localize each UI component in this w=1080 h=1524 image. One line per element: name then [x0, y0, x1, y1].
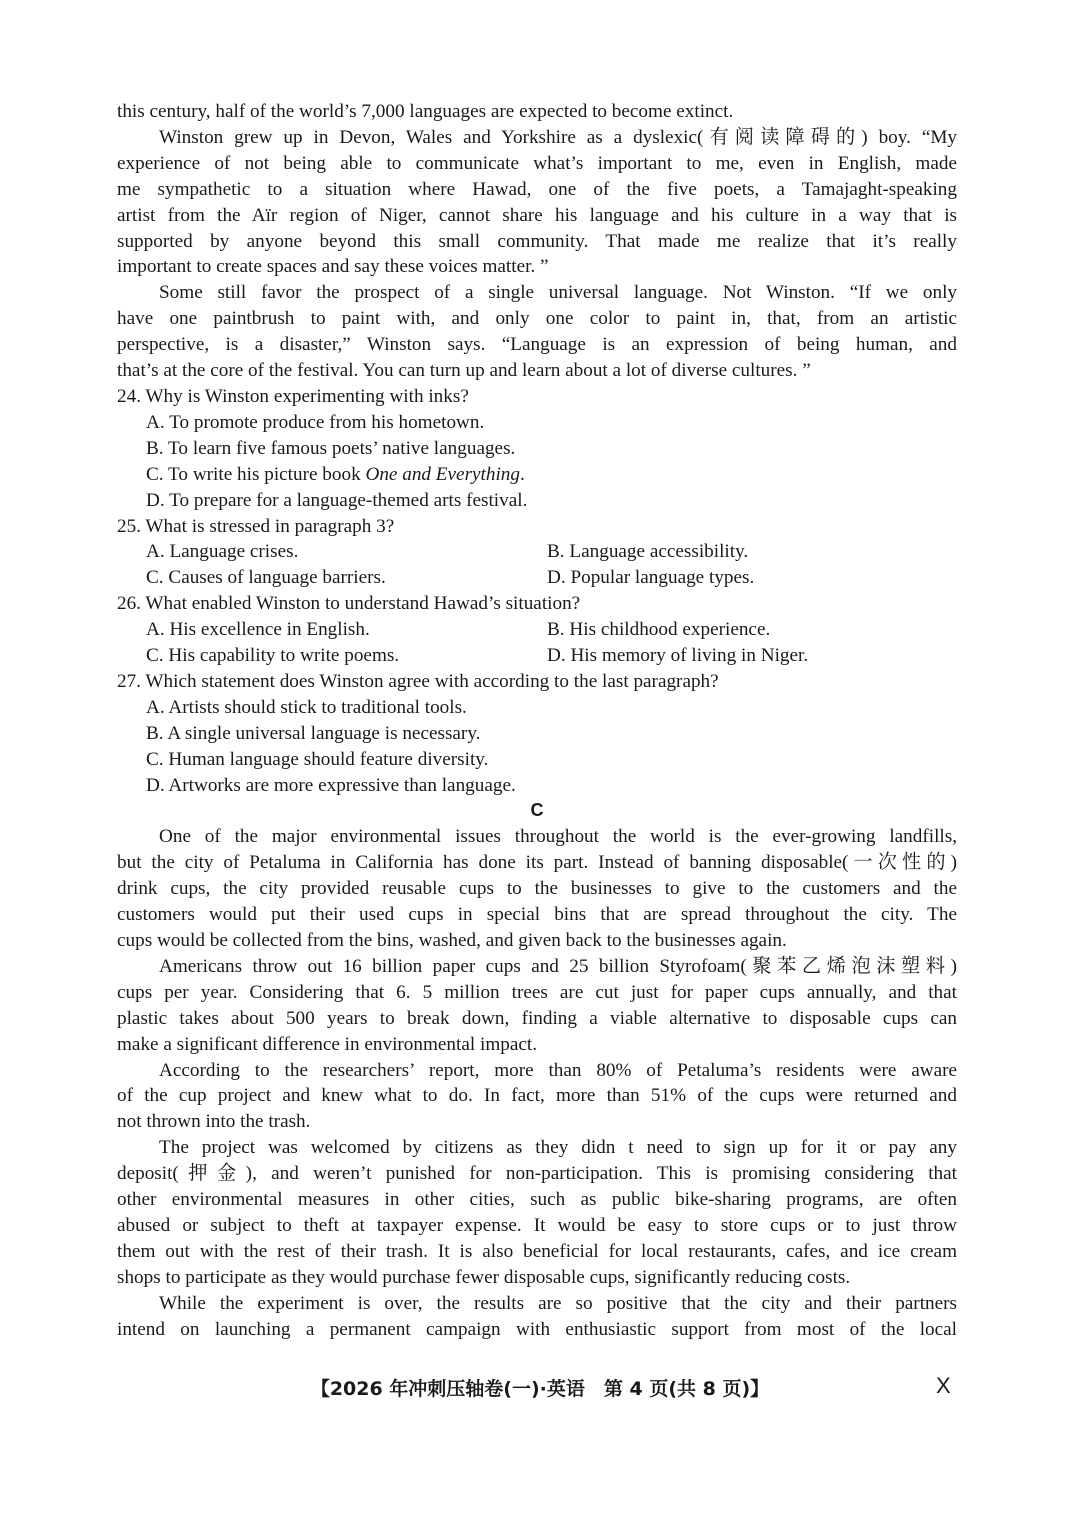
option-b: B. A single universal language is necessary.: [146, 722, 481, 744]
text-line: The project was welcomed by citizens as they didn t need to sign up for it or pay any: [159, 1137, 957, 1159]
option-d: D. Popular language types.: [547, 567, 755, 589]
text-line: shops to participate as they would purchase fewer disposable cups, significantly reducing costs.: [117, 1266, 851, 1288]
question-stem: 27. Which statement does Winston agree with according to the last paragraph?: [117, 670, 719, 692]
text-line: important to create spaces and say these voices matter. ”: [117, 256, 549, 278]
text-line: According to the researchers’ report, more than 80% of Petaluma’s residents were aware: [159, 1059, 957, 1081]
option-d: D. To prepare for a language-themed arts festival.: [146, 489, 528, 511]
text-line: artist from the Aïr region of Niger, cannot share his language and his culture in a way that is: [117, 204, 957, 226]
book-title: One and Everything: [365, 463, 520, 485]
option-c-prefix: C. To write his picture book: [146, 463, 366, 485]
passage-b-favor-paragraph: [117, 280, 957, 384]
option-c: C. Causes of language barriers.: [146, 567, 386, 589]
text-line: supported by anyone beyond this small community. That made me realize that it’s really: [117, 230, 957, 252]
passage-c-paragraph-4: [117, 1135, 957, 1290]
option-a: A. Artists should stick to traditional tools.: [146, 696, 467, 718]
text-line: not thrown into the trash.: [117, 1111, 311, 1133]
text-line: cups would be collected from the bins, washed, and given back to the businesses again.: [117, 930, 787, 951]
text-line: of the cup project and knew what to do. In fact, more than 51% of the cups were returned and: [117, 1085, 957, 1107]
footer-mark: X: [936, 1373, 951, 1398]
section-title-c: C: [530, 800, 544, 821]
question-24: [117, 384, 957, 514]
question-25: [117, 514, 957, 592]
option-row: [117, 643, 957, 669]
option-a: A. Language crises.: [146, 541, 299, 563]
option-d: D. Artworks are more expressive than language.: [146, 774, 516, 796]
option-b: B. Language accessibility.: [547, 541, 749, 563]
passage-c-paragraph-5: [117, 1291, 957, 1343]
text-line: intend on launching a permanent campaign with enthusiastic support from most of the local: [117, 1318, 957, 1340]
option-row: [117, 617, 957, 643]
passage-c-paragraph-2: [117, 954, 957, 1058]
text-line: customers would put their used cups in special bins that are spread throughout the city. The: [117, 904, 957, 926]
text-line: Americans throw out 16 billion paper cups and 25 billion Styrofoam(聚苯乙烯泡沫塑料): [159, 955, 957, 977]
text-line: plastic takes about 500 years to break down, finding a viable alternative to disposable cups can: [117, 1007, 957, 1029]
text-line: abused or subject to theft at taxpayer expense. It would be easy to store cups or to just throw: [117, 1214, 957, 1236]
text-line: While the experiment is over, the results are so positive that the city and their partners: [159, 1292, 957, 1314]
passage-c-paragraph-1: [117, 824, 957, 954]
question-stem: 26. What enabled Winston to understand Hawad’s situation?: [117, 593, 581, 615]
text-line: them out with the rest of their trash. It is also beneficial for local restaurants, cafes, and ice cream: [117, 1240, 957, 1262]
page-footer: 【2026 年冲刺压轴卷(一)·英语 第 4 页(共 8 页)】: [310, 1378, 770, 1400]
option-c-suffix: .: [520, 463, 525, 485]
text-line: other environmental measures in other cities, such as public bike-sharing programs, are often: [117, 1189, 957, 1211]
passage-b-winston-paragraph: [117, 125, 957, 280]
text-line: deposit(押金), and weren’t punished for non-participation. This is promising considering that: [117, 1163, 957, 1185]
option-a: A. His excellence in English.: [146, 619, 370, 641]
question-26: [117, 591, 957, 669]
text-line: cups per year. Considering that 6. 5 million trees are cut just for paper cups annually, and that: [117, 981, 957, 1003]
text-line: perspective, is a disaster,” Winston says. “Language is an expression of being human, and: [117, 334, 957, 356]
text-line: me sympathetic to a situation where Hawad, one of the five poets, a Tamajaght-speaking: [117, 178, 957, 200]
option-row: [117, 539, 957, 565]
text-line: but the city of Petaluma in California has done its part. Instead of banning disposable(一次性的): [117, 852, 957, 874]
text-line: make a significant difference in environmental impact.: [117, 1033, 538, 1055]
text-line: Some still favor the prospect of a single universal language. Not Winston. “If we only: [159, 282, 957, 304]
option-d: D. His memory of living in Niger.: [547, 645, 809, 667]
option-c: [117, 462, 957, 488]
text-line: that’s at the core of the festival. You can turn up and learn about a lot of diverse cultures. ”: [117, 360, 811, 382]
passage-b-intro: [117, 99, 957, 125]
option-b: B. To learn five famous poets’ native languages.: [146, 437, 516, 459]
option-c: C. Human language should feature diversity.: [146, 748, 489, 770]
exam-page: [117, 99, 957, 1343]
question-stem: 25. What is stressed in paragraph 3?: [117, 515, 395, 537]
option-row: [117, 565, 957, 591]
text-line: this century, half of the world’s 7,000 languages are expected to become extinct.: [117, 101, 734, 122]
text-line: have one paintbrush to paint with, and only one color to paint in, that, from an artistic: [117, 308, 957, 330]
option-b: B. His childhood experience.: [547, 619, 771, 641]
text-line: One of the major environmental issues throughout the world is the ever-growing landfills,: [159, 826, 957, 848]
text-line: Winston grew up in Devon, Wales and Yorkshire as a dyslexic(有阅读障碍的) boy. “My: [159, 126, 957, 148]
option-c: C. His capability to write poems.: [146, 645, 400, 667]
text-line: experience of not being able to communicate what’s important to me, even in English, made: [117, 152, 957, 174]
text-line: drink cups, the city provided reusable cups to the businesses to give to the customers and the: [117, 878, 957, 900]
passage-c-paragraph-3: [117, 1058, 957, 1136]
question-stem: 24. Why is Winston experimenting with inks?: [117, 385, 469, 407]
option-a: A. To promote produce from his hometown.: [146, 411, 485, 433]
question-27: [117, 669, 957, 799]
